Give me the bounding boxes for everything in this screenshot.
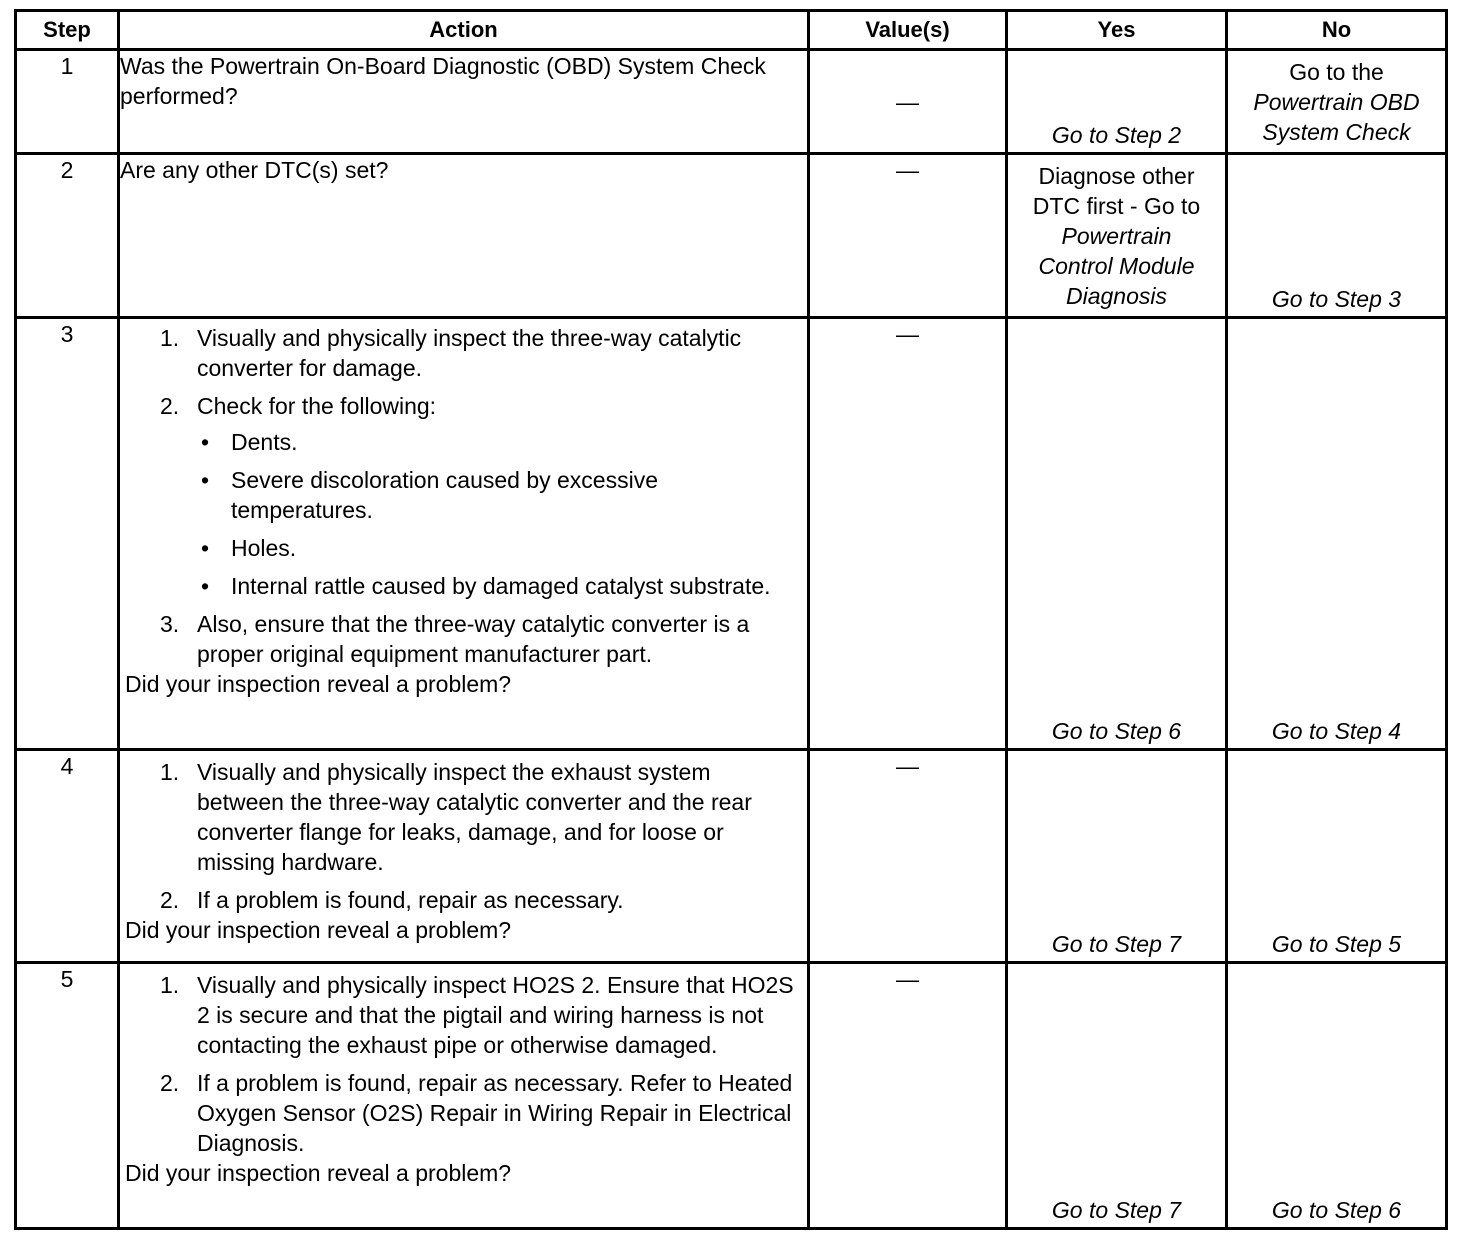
table-row	[16, 318, 1447, 750]
action-steps	[125, 323, 801, 669]
value-cell: —	[809, 963, 1007, 1229]
action-step: 2. Check for the following: • Dents. • Severe discoloration caused by excessive temperatures. • Holes. • Internal rattle caused by damaged catalyst substrate.	[160, 391, 801, 601]
no-goto[interactable]: Go to Step 3	[1271, 286, 1402, 312]
yes-goto[interactable]: Go to Step 2	[1051, 122, 1182, 148]
yes-cell	[1007, 963, 1227, 1229]
action-step-text: Visually and physically inspect the exhaust system between the three-way catalytic converter and the rear converter flange for leaks, damage, and for loose or missing hardware.	[197, 759, 752, 875]
no-cell	[1227, 154, 1447, 318]
step-number: 5	[16, 963, 119, 1229]
bullet-item: • Severe discoloration caused by excessive temperatures.	[201, 467, 659, 523]
action-step: 1. Visually and physically inspect HO2S 2. Ensure that HO2S 2 is secure and that the pigtail and wiring harness is not contacting the exhaust pipe or otherwise damaged.	[160, 972, 794, 1058]
action-question: Did your inspection reveal a problem?	[125, 1160, 512, 1186]
yes-link[interactable]: Control Module	[1038, 253, 1195, 279]
diagnostic-table	[14, 9, 1448, 1230]
action-step: 3. Also, ensure that the three-way catalytic converter is a proper original equipment manufacturer part.	[160, 611, 750, 667]
step-number: 2	[16, 154, 119, 318]
action-step: 1. Visually and physically inspect the three-way catalytic converter for damage.	[160, 325, 742, 381]
action-step-text: Also, ensure that the three-way catalytic converter is a proper original equipment manufacturer part.	[197, 611, 750, 667]
action-cell	[119, 963, 809, 1229]
header-no: No	[1227, 11, 1447, 50]
action-text: Was the Powertrain On-Board Diagnostic (OBD) System Check performed?	[119, 50, 809, 154]
no-cell	[1227, 318, 1447, 750]
header-step: Step	[16, 11, 119, 50]
header-action: Action	[119, 11, 809, 50]
action-step: 2. If a problem is found, repair as necessary. Refer to Heated Oxygen Sensor (O2S) Repair in Wiring Repair in Electrical Diagnosis.	[160, 1070, 793, 1156]
yes-line: DTC first - Go to	[1032, 193, 1201, 219]
action-text: Are any other DTC(s) set?	[119, 154, 809, 318]
header-row	[16, 11, 1447, 50]
header-values: Value(s)	[809, 11, 1007, 50]
action-step-text: If a problem is found, repair as necessary.	[197, 887, 624, 913]
yes-cell	[1007, 750, 1227, 963]
table-row	[16, 154, 1447, 318]
bullet-item: • Dents.	[201, 429, 298, 455]
no-goto[interactable]: Go to Step 5	[1271, 931, 1402, 957]
yes-link[interactable]: Diagnosis	[1066, 283, 1167, 309]
no-goto[interactable]: Go to Step 4	[1271, 718, 1402, 744]
action-question: Did your inspection reveal a problem?	[125, 671, 512, 697]
action-step: 1. Visually and physically inspect the exhaust system between the three-way catalytic converter and the rear converter flange for leaks, damage, and for loose or missing hardware.	[160, 759, 752, 875]
no-cell	[1227, 963, 1447, 1229]
table-row	[16, 963, 1447, 1229]
yes-goto[interactable]: Go to Step 6	[1051, 718, 1182, 744]
yes-cell	[1007, 50, 1227, 154]
value-cell: —	[809, 750, 1007, 963]
no-goto[interactable]: Go to Step 6	[1271, 1197, 1402, 1223]
header-yes: Yes	[1007, 11, 1227, 50]
no-cell	[1227, 50, 1447, 154]
value-cell: —	[809, 50, 1007, 154]
no-link[interactable]: System Check	[1262, 119, 1411, 145]
step-number: 3	[16, 318, 119, 750]
bullet-item: • Internal rattle caused by damaged catalyst substrate.	[201, 573, 771, 599]
action-step-text: Check for the following:	[197, 393, 437, 419]
no-line: Go to the	[1289, 59, 1384, 85]
action-step-text: Visually and physically inspect HO2S 2. Ensure that HO2S 2 is secure and that the pigtail and wiring harness is not contacting the exhaust pipe or otherwise damaged.	[197, 972, 794, 1058]
table-row	[16, 50, 1447, 154]
value-cell: —	[809, 318, 1007, 750]
action-step: 2. If a problem is found, repair as necessary.	[160, 887, 624, 913]
yes-cell	[1007, 154, 1227, 318]
action-cell	[119, 750, 809, 963]
yes-cell	[1007, 318, 1227, 750]
action-steps	[125, 757, 801, 915]
bullet-item: • Holes.	[201, 535, 297, 561]
yes-goto[interactable]: Go to Step 7	[1051, 931, 1182, 957]
no-link[interactable]: Powertrain OBD	[1253, 89, 1420, 115]
yes-link[interactable]: Powertrain	[1061, 223, 1172, 249]
yes-goto[interactable]: Go to Step 7	[1051, 1197, 1182, 1223]
bullet-list	[197, 427, 801, 601]
action-steps	[125, 970, 801, 1158]
yes-line: Diagnose other	[1038, 163, 1195, 189]
action-step-text: If a problem is found, repair as necessary. Refer to Heated Oxygen Sensor (O2S) Repair in Wiring Repair in Electrical Diagnosis.	[197, 1070, 793, 1156]
step-number: 1	[16, 50, 119, 154]
no-cell	[1227, 750, 1447, 963]
action-cell	[119, 318, 809, 750]
action-question: Did your inspection reveal a problem?	[125, 917, 512, 943]
table-row	[16, 750, 1447, 963]
value-cell: —	[809, 154, 1007, 318]
step-number: 4	[16, 750, 119, 963]
action-step-text: Visually and physically inspect the three-way catalytic converter for damage.	[197, 325, 742, 381]
